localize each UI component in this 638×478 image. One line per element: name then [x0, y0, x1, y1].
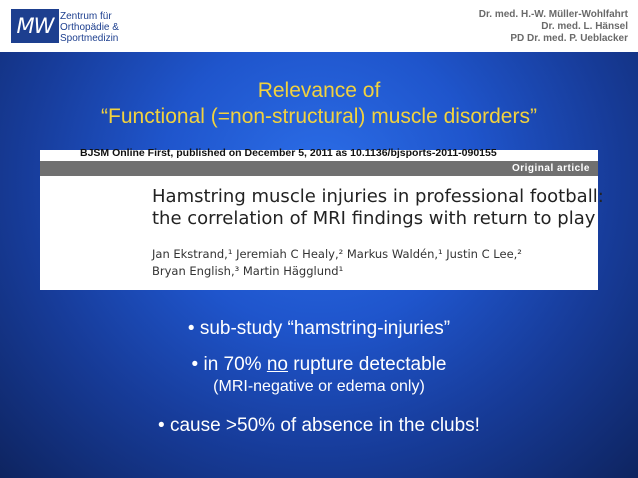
paper-header-band — [40, 161, 598, 176]
bullet-text: rupture detectable — [288, 354, 447, 375]
paper-title-line: Hamstring muscle injuries in professional football: — [152, 186, 604, 207]
authors-line: Jan Ekstrand,¹ Jeremiah C Healy,² Markus Waldén,¹ Justin C Lee,² — [152, 247, 522, 261]
doctor-name: PD Dr. med. P. Ueblacker — [510, 33, 628, 44]
bullet-no-rupture — [0, 354, 638, 376]
bullet-note: (MRI-negative or edema only) — [213, 378, 425, 395]
slide-title-line1: Relevance of — [257, 79, 381, 102]
citation-line: BJSM Online First, published on December 5, 2011 as 10.1136/bjsports-2011-090155 — [80, 147, 497, 159]
doctor-name: Dr. med. L. Hänsel — [541, 21, 628, 32]
slide-title-line2: “Functional (=non-structural) muscle disorders” — [101, 105, 537, 128]
logo-text — [60, 11, 119, 44]
authors-line: Bryan English,³ Martin Hägglund¹ — [152, 264, 344, 278]
bullet-absence: • cause >50% of absence in the clubs! — [158, 415, 480, 436]
logo-line: Orthopädie & — [60, 22, 119, 33]
bullet-text: • in 70% — [191, 354, 267, 375]
bullet-emphasis: no — [266, 354, 288, 375]
logo — [11, 9, 59, 43]
bullet-substudy: • sub-study “hamstring-injuries” — [187, 318, 451, 339]
paper-authors — [152, 246, 522, 280]
doctor-list — [479, 9, 628, 45]
logo-mark: MW — [16, 14, 54, 38]
logo-line: Zentrum für — [60, 11, 112, 22]
paper-title-line: the correlation of MRI findings with return to play — [152, 208, 596, 229]
paper-title — [152, 186, 604, 230]
doctor-name: Dr. med. H.-W. Müller-Wohlfahrt — [478, 9, 628, 20]
header-bar — [0, 0, 638, 52]
paper-excerpt — [40, 147, 604, 290]
logo-line: Sportmedizin — [60, 33, 119, 44]
section-label: Original article — [511, 163, 590, 174]
